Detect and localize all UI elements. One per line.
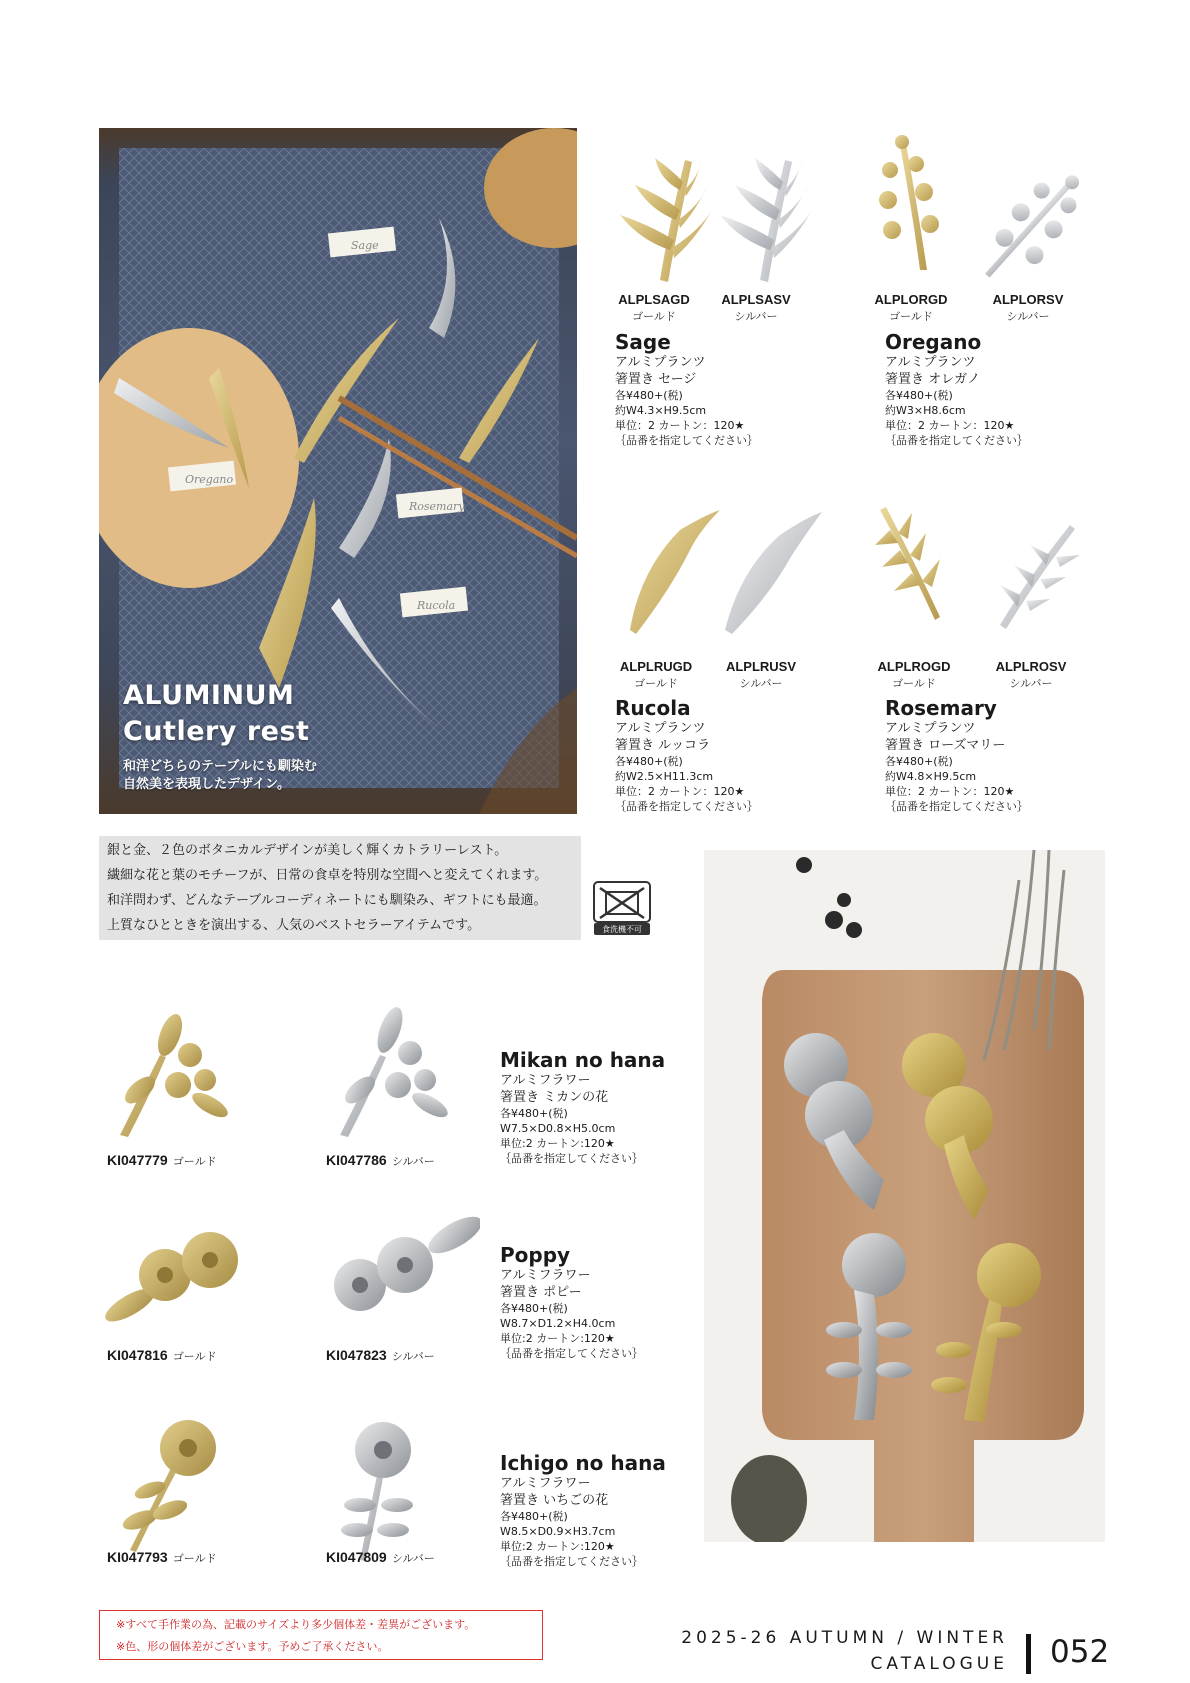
rosemary-name: Rosemary [885,696,997,720]
ichigo-gold-sku [107,1547,217,1566]
mikan-note: ｛品番を指定してください｝ [500,1152,643,1165]
rosemary-silver-image [1000,525,1080,629]
poppy-name: Poppy [500,1243,571,1267]
mikan-size: W7.5×D0.8×H5.0cm [500,1122,616,1135]
oregano-info [885,330,1028,448]
oregano-note: ｛品番を指定してください｝ [885,434,1028,447]
ichigo-info [500,1451,666,1569]
rosemary-info [885,696,1028,814]
sage-silver-code: ALPLSASV [721,292,791,307]
rucola-unit: 単位：2 カートン：120★ [615,785,745,798]
mikan-price: 各¥480+(税) [500,1107,568,1120]
page-divider [1026,1634,1031,1674]
oregano-gold-code: ALPLORGD [874,292,948,307]
rucola-silver-image [725,512,822,634]
sage-unit: 単位：2 カートン：120★ [615,419,745,432]
note-line: ※色、形の個体差がございます。予めご了承ください。 [116,1640,389,1653]
ichigo-gold-code: KI047793 [107,1549,168,1565]
ichigo-item: 箸置き いちごの花 [500,1493,609,1508]
poppy-unit: 単位:2 カートン:120★ [500,1332,615,1345]
mikan-gold-sku [107,1150,217,1169]
poppy-silver-sku [326,1345,435,1364]
rosemary-unit: 単位：2 カートン：120★ [885,785,1015,798]
ichigo-series: アルミフラワー [500,1476,591,1491]
rucola-gold-image [630,510,720,634]
sage-silver-label: シルバー [734,310,778,323]
rucola-gold-code: ALPLRUGD [619,659,693,674]
ichigo-gold-label: ゴールド [172,1552,217,1565]
sage-size: 約W4.3×H9.5cm [615,404,707,417]
mikan-name: Mikan no hana [500,1048,666,1072]
page-number: 052 [1050,1634,1110,1670]
poppy-info [500,1243,643,1361]
mikan-item: 箸置き ミカンの花 [500,1090,609,1105]
description-box [99,836,581,940]
ichigo-silver-label: シルバー [391,1552,435,1565]
rucola-note: ｛品番を指定してください｝ [615,800,758,813]
description-line: 繊細な花と葉のモチーフが、日常の食卓を特別な空間へと変えてくれます。 [107,868,548,883]
hero-tag-rosemary: Rosemary [409,500,465,513]
poppy-item: 箸置き ポピー [500,1285,582,1300]
notes-box [99,1610,543,1660]
sage-series: アルミプランツ [615,355,706,370]
oregano-unit: 単位：2 カートン：120★ [885,419,1015,432]
oregano-name: Oregano [885,330,982,354]
sage-item: 箸置き セージ [615,372,697,387]
hero-tag-oregano: Oregano [185,473,234,486]
poppy-series: アルミフラワー [500,1268,591,1283]
poppy-gold-label: ゴールド [172,1350,217,1363]
rucola-gold-label: ゴールド [634,677,678,690]
mikan-silver-label: シルバー [391,1155,435,1168]
rosemary-item: 箸置き ローズマリー [885,738,1006,753]
note-line: ※すべて手作業の為、記載のサイズより多少個体差・差異がございます。 [116,1618,476,1631]
rosemary-note: ｛品番を指定してください｝ [885,800,1028,813]
mikan-gold-code: KI047779 [107,1152,168,1168]
mikan-silver-code: KI047786 [326,1152,387,1168]
rosemary-gold-image [875,507,940,620]
oregano-silver-code: ALPLORSV [992,292,1064,307]
hero-title-line2: Cutlery rest [123,716,310,747]
oregano-item: 箸置き オレガノ [885,372,981,387]
poppy-gold-sku [107,1345,217,1364]
description-line: 上質なひとときを演出する、人気のベストセラーアイテムです。 [107,918,481,933]
rucola-name: Rucola [615,696,691,720]
rosemary-series: アルミプランツ [885,721,976,736]
poppy-silver-code: KI047823 [326,1347,387,1363]
rucola-size: 約W2.5×H11.3cm [615,770,714,783]
poppy-gold-code: KI047816 [107,1347,168,1363]
oregano-silver-image [969,158,1097,296]
hero-subtitle-line1: 和洋どちらのテーブルにも馴染む [123,759,317,774]
rosemary-silver-label: シルバー [1009,677,1053,690]
ichigo-silver-code: KI047809 [326,1549,387,1565]
rosemary-silver-code: ALPLROSV [995,659,1067,674]
sage-gold-label: ゴールド [632,310,676,323]
hero-title-line1: ALUMINUM [123,680,295,711]
rosemary-gold-label: ゴールド [892,677,936,690]
description-line: 銀と金、２色のボタニカルデザインが美しく輝くカトラリーレスト。 [107,843,508,858]
mikan-series: アルミフラワー [500,1073,591,1088]
rucola-price: 各¥480+(税) [615,755,683,768]
oregano-price: 各¥480+(税) [885,389,953,402]
sage-name: Sage [615,330,671,354]
rucola-item: 箸置き ルッコラ [615,738,711,753]
ichigo-name: Ichigo no hana [500,1451,666,1475]
hero-tag-sage: Sage [351,239,379,252]
rosemary-price: 各¥480+(税) [885,755,953,768]
rucola-info [615,696,758,814]
poppy-silver-image [334,1210,480,1311]
poppy-size: W8.7×D1.2×H4.0cm [500,1317,616,1330]
description-line: 和洋問わず、どんなテーブルコーディネートにも馴染み、ギフトにも最適。 [107,893,547,908]
rucola-silver-code: ALPLRUSV [725,659,797,674]
ichigo-gold-image [120,1420,216,1552]
mikan-gold-image [120,1011,231,1137]
ichigo-silver-image [341,1422,413,1561]
ichigo-size: W8.5×D0.9×H3.7cm [500,1525,616,1538]
dishwasher-label: 食洗機不可 [602,925,642,934]
dishwasher-not-allowed-icon [592,880,652,936]
poppy-gold-image [101,1232,238,1328]
board-illustration [704,850,1105,1542]
footer-season: 2025-26 AUTUMN / WINTER [681,1628,1008,1648]
ichigo-price: 各¥480+(税) [500,1510,568,1523]
mikan-silver-image [340,1004,451,1137]
oregano-gold-image [879,135,939,270]
sage-info [615,330,758,448]
board-photo [704,850,1105,1542]
hero-photo [99,128,577,814]
ichigo-note: ｛品番を指定してください｝ [500,1555,643,1568]
sage-price: 各¥480+(税) [615,389,683,402]
mikan-unit: 単位:2 カートン:120★ [500,1137,615,1150]
mikan-info [500,1048,665,1166]
poppy-silver-label: シルバー [391,1350,435,1363]
mikan-silver-sku [326,1150,435,1169]
ichigo-silver-sku [326,1547,435,1566]
hero-subtitle-line2: 自然美を表現したデザイン。 [123,777,291,792]
oregano-silver-label: シルバー [1006,310,1050,323]
ichigo-unit: 単位:2 カートン:120★ [500,1540,615,1553]
rucola-silver-label: シルバー [739,677,783,690]
oregano-gold-label: ゴールド [889,310,933,323]
oregano-size: 約W3×H8.6cm [885,404,966,417]
sage-silver-image [720,158,812,282]
rucola-series: アルミプランツ [615,721,706,736]
hero-tag-rucola: Rucola [417,599,456,612]
poppy-price: 各¥480+(税) [500,1302,568,1315]
sage-gold-image [620,158,712,282]
sage-gold-code: ALPLSAGD [618,292,690,307]
oregano-series: アルミプランツ [885,355,976,370]
mikan-gold-label: ゴールド [172,1155,217,1168]
sage-note: ｛品番を指定してください｝ [615,434,758,447]
rosemary-gold-code: ALPLROGD [877,659,951,674]
rosemary-size: 約W4.8×H9.5cm [885,770,977,783]
flower-product-images [100,995,480,1565]
footer-catalogue: CATALOGUE [870,1654,1008,1674]
poppy-note: ｛品番を指定してください｝ [500,1347,643,1360]
